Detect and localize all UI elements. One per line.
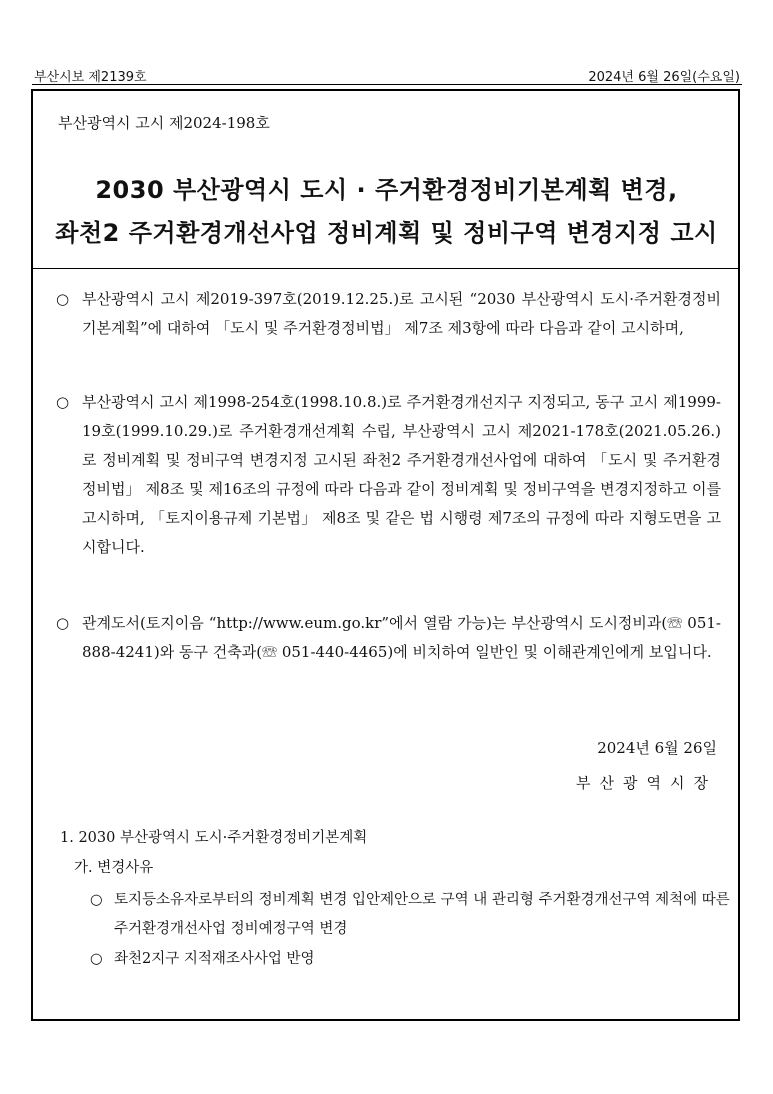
notice-paragraph xyxy=(56,609,721,667)
gazette-number: 부산시보 제2139호 xyxy=(34,70,147,85)
signer: 부산광역시장 xyxy=(576,774,717,792)
circle-bullet-icon: ○ xyxy=(90,951,103,967)
notice-title-line-1: 2030 부산광역시 도시 · 주거환경정비기본계획 변경, xyxy=(95,176,678,204)
notice-paragraph xyxy=(56,388,721,562)
list-item-text: 토지등소유자로부터의 정비계획 변경 입안제안으로 구역 내 관리형 주거환경개선구역 제척에 따른 주거환경개선사업 정비예정구역 변경 xyxy=(114,892,730,937)
paragraph-text: 관계도서(토지이음 “http://www.eum.go.kr”에서 열람 가능)는 부산광역시 도시정비과(☏ 051-888-4241)와 동구 건축과(☏ 051-440-4465)에 비치하여 일반인 및 이해관계인에게 보입니다. xyxy=(82,614,721,661)
section-heading: 1. 2030 부산광역시 도시·주거환경정비기본계획 xyxy=(60,830,368,846)
notice-paragraph xyxy=(56,285,721,343)
title-divider xyxy=(32,268,738,269)
circle-bullet-icon: ○ xyxy=(56,393,70,411)
circle-bullet-icon: ○ xyxy=(56,614,70,632)
paragraph-text: 부산광역시 고시 제1998-254호(1998.10.8.)로 주거환경개선지구 지정되고, 동구 고시 제1999-19호(1999.10.29.)로 주거환경개선계획 수립, 부산광역시 고시 제2021-178호(2021.05.26.)로 정비계획 및 정비구역 변경지정 고시된 좌천2 주거환경개선사업에 대하여 「도시 및 주거환경정비법」 제8조 및 제16조의 규정에 따라 다음과 같이 정비계획 및 정비구역을 변경지정하고 이를 고시하며, 「토지이용규제 기본법」 제8조 및 같은 법 시행령 제7조의 규정에 따라 지형도면을 고시합니다. xyxy=(82,393,721,556)
list-item xyxy=(90,945,730,974)
gazette-date: 2024년 6월 26일(수요일) xyxy=(588,70,740,85)
paragraph-text: 부산광역시 고시 제2019-397호(2019.12.25.)로 고시된 “2030 부산광역시 도시·주거환경정비기본계획”에 대하여 「도시 및 주거환경정비법」 제7조 제3항에 따라 다음과 같이 고시하며, xyxy=(82,290,721,337)
header-rule xyxy=(32,84,742,85)
list-item xyxy=(90,886,730,944)
notice-title-line-2: 좌천2 주거환경개선사업 정비계획 및 정비구역 변경지정 고시 xyxy=(55,219,718,247)
circle-bullet-icon: ○ xyxy=(56,290,70,308)
circle-bullet-icon: ○ xyxy=(90,892,103,908)
sub-heading: 가. 변경사유 xyxy=(74,860,154,876)
notice-number: 부산광역시 고시 제2024-198호 xyxy=(58,114,270,132)
page-header xyxy=(32,62,742,84)
list-item-text: 좌천2지구 지적재조사사업 반영 xyxy=(114,951,315,967)
issue-date: 2024년 6월 26일 xyxy=(597,739,717,757)
